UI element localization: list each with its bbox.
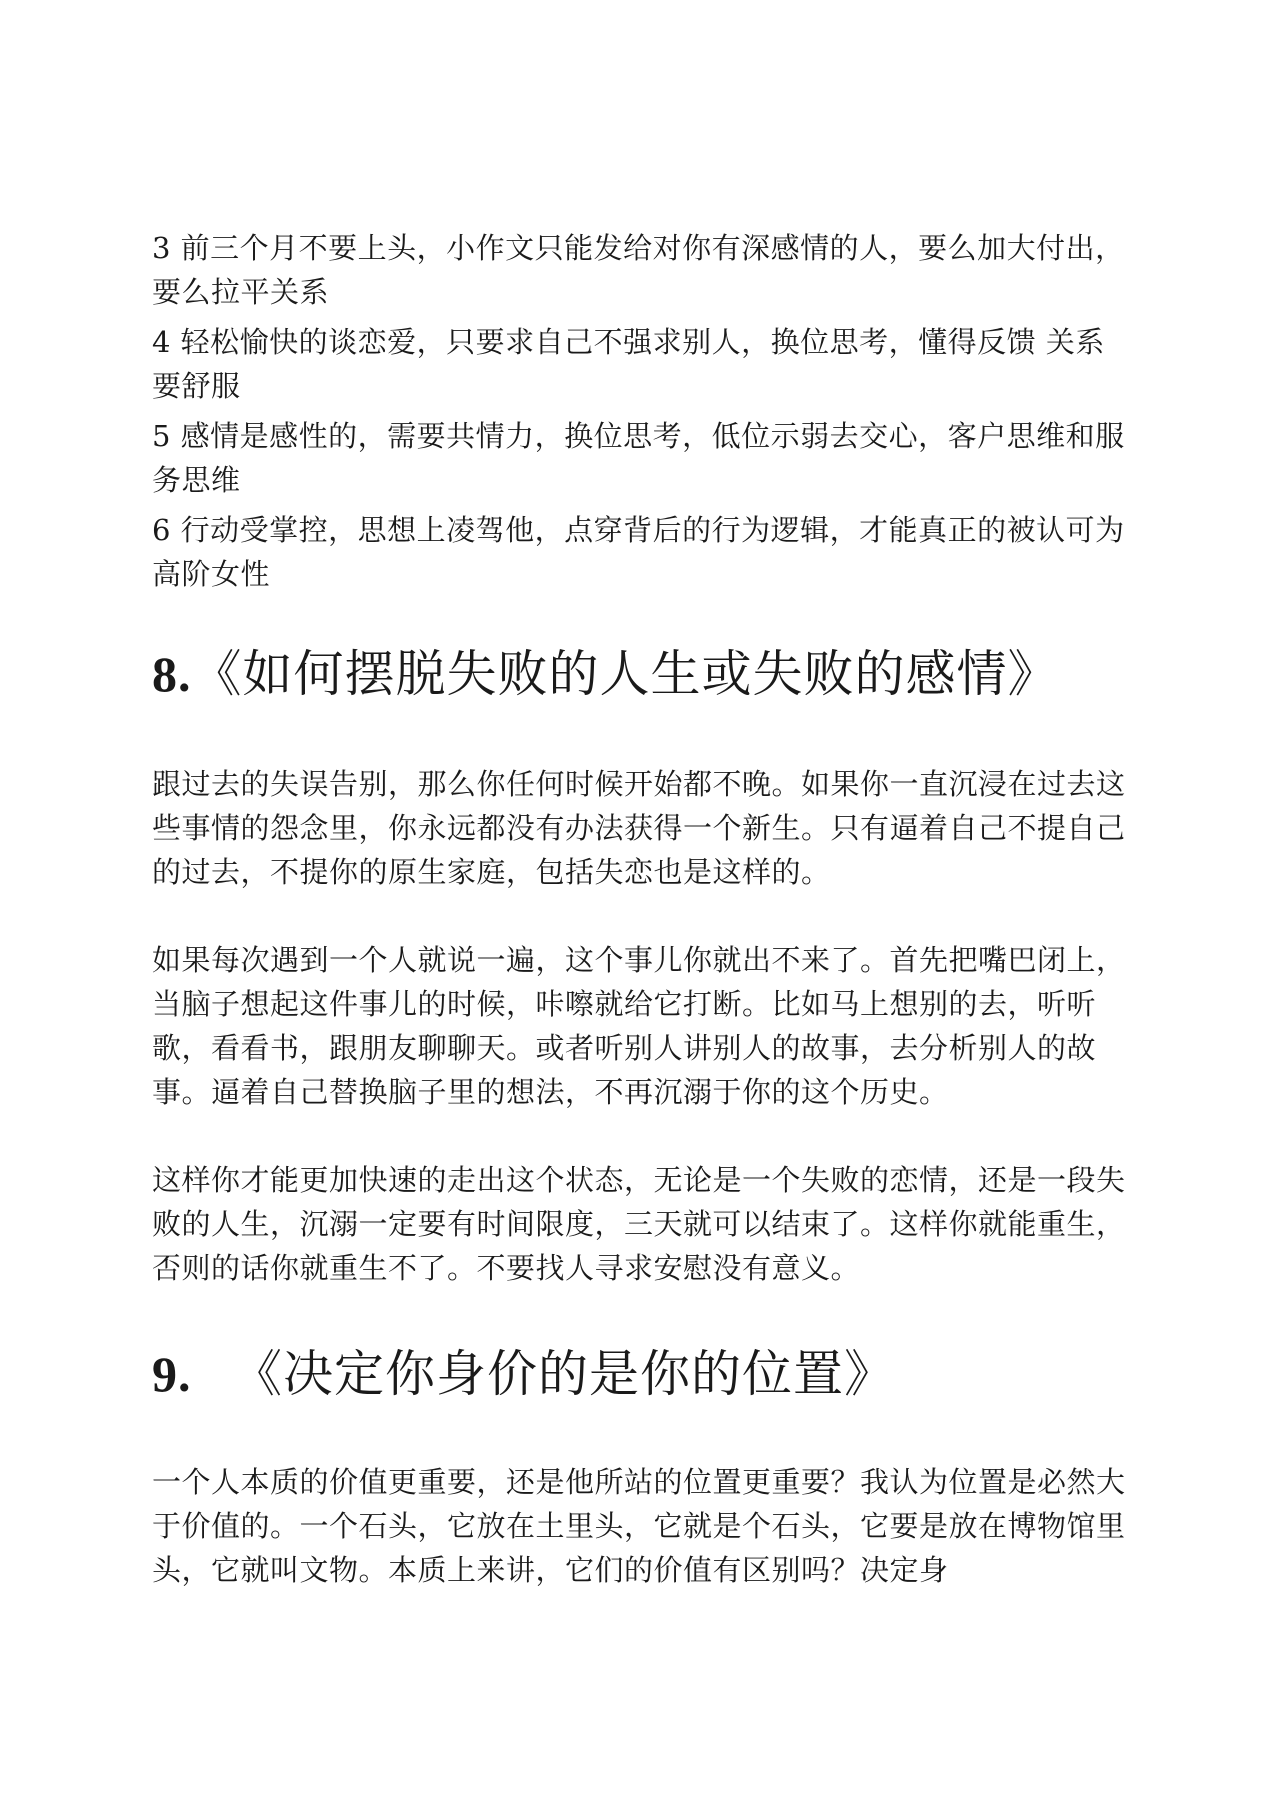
list-item: 3 前三个月不要上头，小作文只能发给对你有深感情的人，要么加大付出，要么拉平关系 — [152, 231, 1125, 309]
section-9-heading — [152, 1344, 1132, 1404]
section-8-paragraph: 如果每次遇到一个人就说一遍，这个事儿你就出不来了。首先把嘴巴闭上，当脑子想起这件事儿的时候，咔嚓就给它打断。比如马上想别的去，听听歌，看看书，跟朋友聊聊天。或者听别人讲别人的故事，去分析别人的故事。逼着自己替换脑子里的想法，不再沉溺于你的这个历史。 — [152, 943, 1126, 1109]
section-9-number: 9. — [152, 1346, 192, 1402]
section-8-title: 《如何摆脱失败的人生或失败的感情》 — [191, 645, 1059, 703]
list-item: 5 感情是感性的，需要共情力，换位思考，低位示弱去交心，客户思维和服务思维 — [152, 419, 1125, 497]
section-9-title: 《决定你身价的是你的位置》 — [232, 1345, 895, 1403]
section-8-heading — [152, 644, 1132, 704]
section-8-number: 8. — [152, 646, 192, 702]
list-item: 6 行动受掌控，思想上凌驾他，点穿背后的行为逻辑，才能真正的被认可为高阶女性 — [152, 513, 1125, 591]
section-9-paragraph: 一个人本质的价值更重要，还是他所站的位置更重要？我认为位置是必然大于价值的。一个石头，它放在土里头，它就是个石头，它要是放在博物馆里头，它就叫文物。本质上来讲，它们的价值有区别吗？决定身 — [152, 1465, 1126, 1587]
page-content — [152, 226, 1132, 1592]
section-8-paragraph: 跟过去的失误告别，那么你任何时候开始都不晚。如果你一直沉浸在过去这些事情的怨念里，你永远都没有办法获得一个新生。只有逼着自己不提自己的过去，不提你的原生家庭，包括失恋也是这样的。 — [152, 767, 1126, 889]
section-8-paragraph: 这样你才能更加快速的走出这个状态，无论是一个失败的恋情，还是一段失败的人生，沉溺一定要有时间限度，三天就可以结束了。这样你就能重生，否则的话你就重生不了。不要找人寻求安慰没有意义。 — [152, 1163, 1126, 1285]
list-item: 4 轻松愉快的谈恋爱，只要求自己不强求别人，换位思考，懂得反馈 关系要舒服 — [152, 325, 1105, 403]
